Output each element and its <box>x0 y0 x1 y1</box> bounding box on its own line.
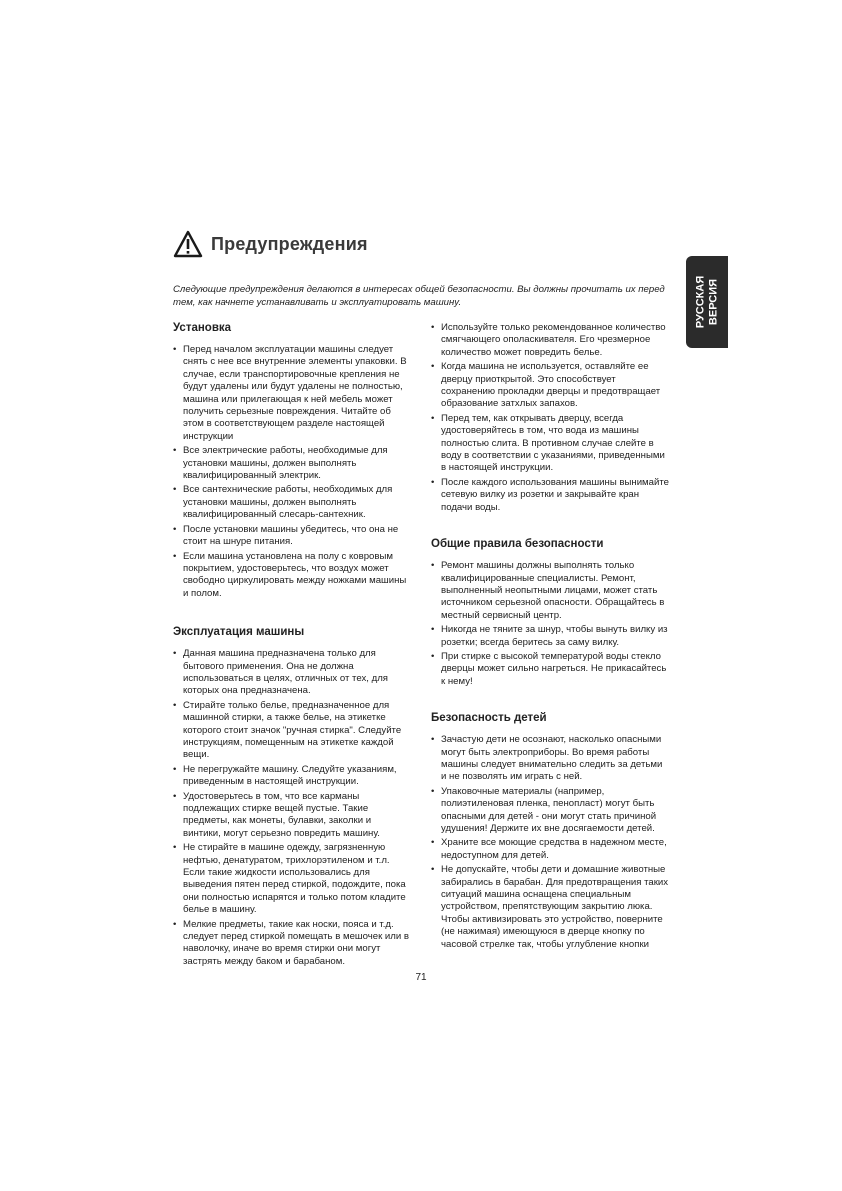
bullet-icon: • <box>431 361 435 373</box>
list-item-text: Перед тем, как открывать дверцу, всегда удостоверяйтесь в том, что вода из машины полностью слита. В противном случае слейте в воду в соответствии с указаниями, приведенными в настоящей инструкции. <box>441 412 665 474</box>
list-item <box>173 484 410 521</box>
bullet-icon: • <box>431 624 435 636</box>
page-header <box>173 230 368 258</box>
list-item-text: Не стирайте в машине одежду, загрязненную нефтью, денатуратом, трихлорэтиленом и т.л. Если такие жидкости использовались для выведения пятен перед стиркой, подождите, пока они полностью испарятся и только потом кладите белье в машину. <box>183 842 406 916</box>
list-item <box>173 551 410 601</box>
list-item <box>173 791 410 841</box>
list-item-text: Если машина установлена на полу с ковровым покрытием, удостоверьтесь, что воздух может свободно циркулировать между ножками машины и полом. <box>183 550 407 599</box>
operation-cont-list <box>431 322 669 514</box>
list-item <box>431 651 669 688</box>
operation-list <box>173 648 410 968</box>
list-item <box>431 413 669 475</box>
list-item-text: Когда машина не используется, оставляйте ее дверцу приоткрытой. Это способствует сохранению прокладки дверцы и предотвращает образование затхлых запахов. <box>441 361 661 410</box>
list-item <box>173 842 410 916</box>
list-item <box>173 344 410 443</box>
bullet-icon: • <box>173 344 177 355</box>
bullet-icon: • <box>431 864 435 876</box>
bullet-icon: • <box>431 322 435 333</box>
left-column <box>173 322 410 970</box>
list-item-text: Все электрические работы, необходимые для установки машины, должен выполнять квалифицированный электрик. <box>183 445 388 482</box>
list-item-text: Никогда не тяните за шнур, чтобы вынуть вилку из розетки; всегда беритесь за саму вилку. <box>441 624 668 648</box>
list-item-text: После установки машины убедитесь, что она не стоит на шнуре питания. <box>183 523 399 548</box>
section-title-installation: Установка <box>173 322 232 334</box>
section-title-child-safety: Безопасность детей <box>431 712 547 725</box>
bullet-icon: • <box>431 837 435 849</box>
list-item-text: Не перегружайте машину. Следуйте указаниям, приведенным в настоящей инструкции. <box>183 763 397 788</box>
list-item <box>173 445 410 482</box>
list-item-text: Стирайте только белье, предназначенное для машинной стирки, а также белье, на этикетке которого стоит значок "ручная стирка". Следуйте инструкциям, помещенным на этикетке каждой вещи. <box>183 699 402 761</box>
list-item <box>431 477 669 514</box>
language-tab-line1: РУССКАЯ <box>694 275 706 329</box>
bullet-icon: • <box>173 445 177 457</box>
list-item-text: Зачастую дети не осознают, насколько опасными могут быть электроприборы. Во время работы машины следует внимательно следить за детьми и не позволять им играть с ней. <box>441 734 663 783</box>
list-item <box>173 764 410 789</box>
bullet-icon: • <box>431 650 435 662</box>
list-item-text: Все сантехнические работы, необходимых для установки машины, должен выполнять квалифицированный слесарь-сантехник. <box>183 484 393 521</box>
list-item-text: Ремонт машины должны выполнять только квалифицированные специалисты. Ремонт, выполненный неопытными лицами, может стать источником серьезной опасности. Обращайтесь в местный сервисный центр. <box>441 560 665 621</box>
list-item-text: Мелкие предметы, такие как носки, пояса и т.д. следует перед стиркой помещать в мешочек или в наволочку, иначе во время стирки они могут застрять между баком и барабаном. <box>183 918 410 967</box>
list-item-text: При стирке с высокой температурой воды стекло дверцы может сильно нагреться. Не прикасайтесь к нему! <box>441 650 667 687</box>
page-number: 71 <box>415 972 427 983</box>
list-item-text: Упаковочные материалы (например, полиэтиленовая пленка, пенопласт) могут быть опасными для детей - они могут стать причиной удушения! Держите их вне досягаемости детей. <box>441 785 657 834</box>
child-safety-list <box>431 734 669 951</box>
list-item-text: Используйте только рекомендованное количество смягчающего ополаскивателя. Его чрезмерное количество может повредить белье. <box>441 322 666 358</box>
list-item <box>173 648 410 698</box>
bullet-icon: • <box>431 734 435 746</box>
list-item-text: Храните все моющие средства в надежном месте, недоступном для детей. <box>441 837 667 861</box>
list-item-text: Перед началом эксплуатации машины следует снять с нее все внутренние элементы упаковки. В случае, если транспортировочные крепления не будут удалены или будут удалены не полностью, машина или прилегающая к ней мебель может получить серьезные повреждения. Читайте об этом в соответствующем разделе настоящей инструкции <box>183 344 407 442</box>
installation-list <box>173 344 410 600</box>
list-item <box>431 624 669 649</box>
general-safety-list <box>431 560 669 688</box>
bullet-icon: • <box>173 763 177 775</box>
list-item <box>431 786 669 836</box>
section-title-operation: Эксплуатация машины <box>173 626 305 639</box>
list-item <box>431 734 669 784</box>
list-item <box>173 700 410 762</box>
list-item <box>431 560 669 622</box>
list-item <box>173 524 410 549</box>
bullet-icon: • <box>431 476 435 488</box>
bullet-icon: • <box>173 523 177 535</box>
bullet-icon: • <box>173 484 177 496</box>
right-column <box>431 322 669 953</box>
bullet-icon: • <box>173 918 177 930</box>
bullet-icon: • <box>173 648 177 660</box>
list-item-text: Не допускайте, чтобы дети и домашние животные забирались в барабан. Для предотвращения таких ситуаций машина оснащена специальным устройством, препятствующим закрытию люка. Чтобы активизировать это устройство, поверните (не нажимая) имеющуюся в дверце кнопку по часовой стрелке так, чтобы углубление кнопки <box>441 864 669 950</box>
language-tab-line2: ВЕРСИЯ <box>707 278 719 326</box>
bullet-icon: • <box>173 842 177 854</box>
warning-triangle-icon <box>173 230 203 258</box>
bullet-icon: • <box>431 560 435 572</box>
bullet-icon: • <box>431 412 435 424</box>
list-item <box>431 864 669 951</box>
bullet-icon: • <box>173 550 177 562</box>
page-title: Предупреждения <box>211 233 368 254</box>
bullet-icon: • <box>173 790 177 802</box>
list-item-text: Данная машина предназначена только для бытового применения. Она не должна использоваться в целях, отличных от тех, для которых она предназначена. <box>183 648 388 697</box>
list-item <box>431 322 669 359</box>
list-item <box>431 361 669 411</box>
bullet-icon: • <box>173 699 177 711</box>
section-title-general-safety: Общие правила безопасности <box>431 538 604 551</box>
language-tab <box>686 256 728 348</box>
intro-text: Следующие предупреждения делаются в интересах общей безопасности. Вы должны прочитать их перед тем, как начнете устанавливать и эксплуатировать машину. <box>173 284 665 308</box>
list-item <box>173 919 410 969</box>
list-item-text: Удостоверьтесь в том, что все карманы подлежащих стирке вещей пустые. Такие предметы, как монеты, булавки, заколки и винтики, могут серьезно повредить машину. <box>183 790 380 839</box>
list-item-text: После каждого использования машины вынимайте сетевую вилку из розетки и закрывайте кран подачи воды. <box>441 476 669 513</box>
list-item <box>431 837 669 862</box>
bullet-icon: • <box>431 785 435 797</box>
